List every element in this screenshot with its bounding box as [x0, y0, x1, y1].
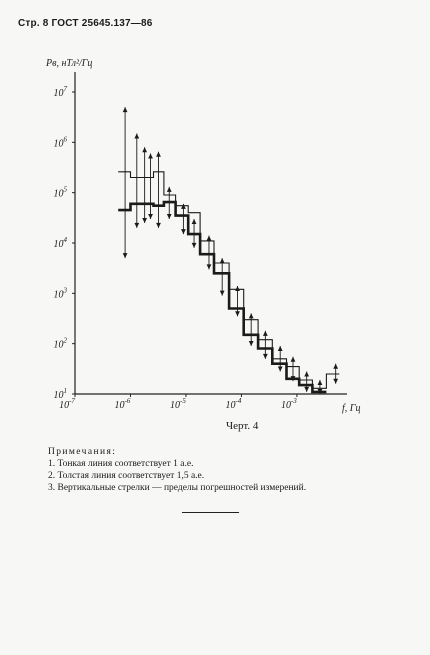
- error-bar-1: [134, 133, 139, 227]
- x-tick-label-3: $10^{-4}$: [225, 397, 242, 411]
- y-tick-label-2: $10^3$: [53, 286, 67, 301]
- note-1: 1. Тонкая линия соответствует 1 а.е.: [48, 459, 194, 469]
- figure-caption: Черт. 4: [226, 420, 259, 432]
- error-bar-10: [235, 286, 240, 316]
- error-bar-6: [181, 204, 186, 234]
- x-tick-label-0: $10^{-7}$: [59, 397, 75, 411]
- notes-title: Примечания:: [48, 447, 117, 457]
- y-tick-label-4: $10^5$: [53, 185, 67, 200]
- y-tick-label-6: $10^7$: [53, 85, 67, 99]
- note-3: 3. Вертикальные стрелки — пределы погрешностей измерений.: [48, 483, 307, 493]
- y-tick-label-5: $10^6$: [53, 135, 67, 150]
- error-bar-14: [291, 357, 296, 381]
- page-header: Стр. 8 ГОСТ 25645.137—86: [18, 18, 153, 29]
- error-bar-11: [249, 313, 254, 346]
- notes-block: [48, 446, 306, 494]
- note-2: 2. Толстая линия соответствует 1,5 а.е.: [48, 471, 205, 481]
- y-axis-title: Pв, нТл²/Гц: [46, 58, 93, 69]
- error-bar-3: [148, 153, 153, 218]
- footer-rule: [182, 512, 239, 513]
- error-bar-12: [263, 331, 268, 359]
- y-tick-label-1: $10^2$: [53, 336, 67, 351]
- error-bar-4: [156, 152, 161, 228]
- x-tick-label-2: $10^{-5}$: [170, 397, 186, 411]
- y-tick-label-0: $10^1$: [53, 387, 67, 401]
- error-bar-2: [142, 147, 147, 223]
- series-thick-line: [118, 202, 326, 392]
- x-tick-label-4: $10^{-3}$: [280, 397, 297, 411]
- error-bar-0: [123, 107, 128, 258]
- x-tick-label-1: $10^{-6}$: [114, 397, 131, 411]
- y-tick-label-3: $10^4$: [53, 236, 67, 250]
- error-bar-15: [304, 371, 309, 391]
- error-bar-9: [220, 258, 225, 295]
- x-axis-title: f, Гц: [342, 403, 361, 414]
